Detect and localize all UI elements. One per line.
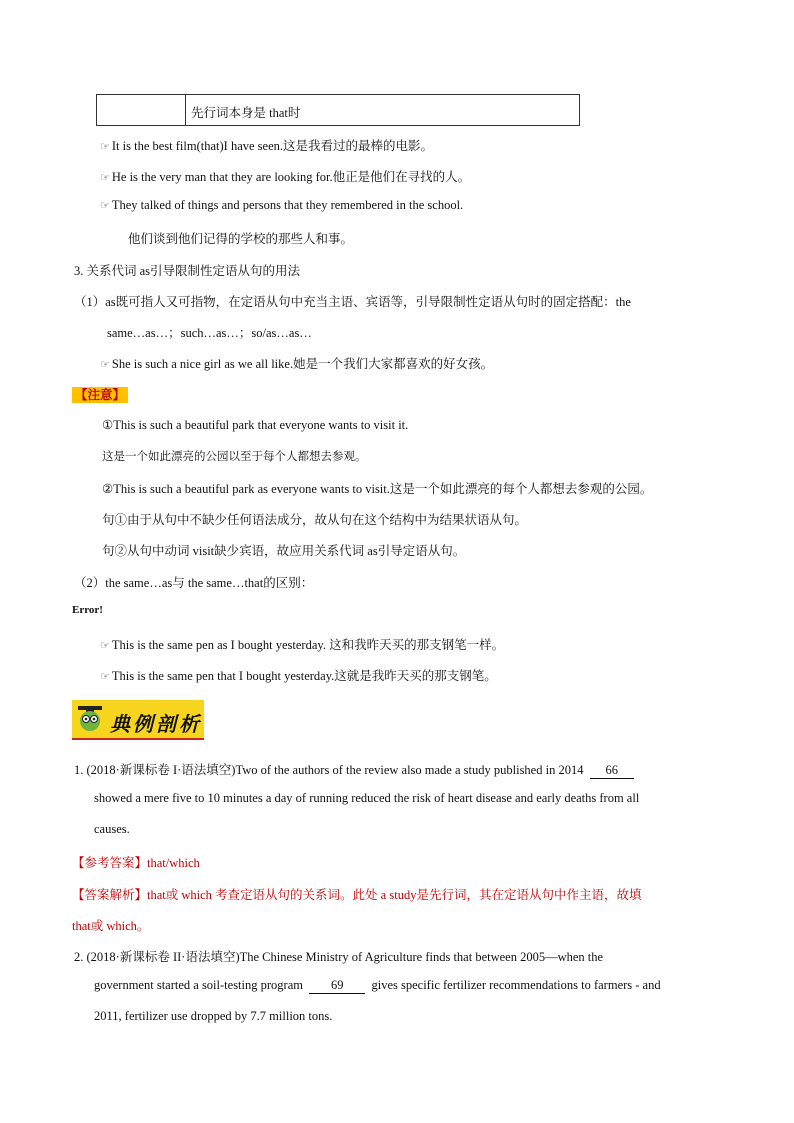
pointing-hand-icon: ☞ [100,670,110,683]
example-line: ☞ It is the best film(that)I have seen.这是我看过的最棒的电影。 [100,139,433,153]
question-text: government started a soil-testing program 69 gives specific fertilizer recommendations to farmers - and [94,978,661,992]
question-text: causes. [94,822,130,836]
paragraph: same…as…；such…as…；so/as…as… [107,326,312,340]
banner-title: 典例剖析 [110,712,202,736]
pointing-hand-icon: ☞ [100,358,110,371]
question-text: showed a mere five to 10 minutes a day of running reduced the risk of heart disease and early deaths from all [94,791,640,805]
answer-blank: 69 [309,978,365,994]
answer-explanation: 【答案解析】that或 which 考查定语从句的关系词。此处 a study是先行词，其在定语从句中作主语，故填 [72,888,642,902]
note-label: 【注意】 [72,385,128,403]
pointing-hand-icon: ☞ [100,171,110,184]
example-line: ☞ He is the very man that they are looking for.他正是他们在寻找的人。 [100,170,471,184]
note-line: ①This is such a beautiful park that everyone wants to visit it. [102,418,409,432]
pointing-hand-icon: ☞ [100,199,110,212]
section-banner [72,700,204,740]
error-label: Error! [72,604,103,616]
note-line: ②This is such a beautiful park as everyone wants to visit.这是一个如此漂亮的每个人都想去参观的公园。 [102,482,653,496]
note-line: 这是一个如此漂亮的公园以至于每个人都想去参观。 [102,449,367,463]
pointing-hand-icon: ☞ [100,639,110,652]
answer-explanation: that或 which。 [72,919,150,933]
paragraph: （1）as既可指人又可指物，在定语从句中充当主语、宾语等，引导限制性定语从句时的固定搭配：the [74,295,631,309]
answer-blank: 66 [590,763,634,779]
table-cell-text: 先行词本身是 that时 [191,106,301,120]
reference-answer: 【参考答案】that/which [72,856,200,870]
section-heading: 3. 关系代词 as引导限制性定语从句的用法 [74,264,301,278]
example-line: ☞ This is the same pen that I bought yesterday.这就是我昨天买的那支钢笔。 [100,669,497,683]
note-line: 句①由于从句中不缺少任何语法成分，故从句在这个结构中为结果状语从句。 [102,513,528,527]
question-2: 2. (2018·新课标卷 II·语法填空)The Chinese Ministry of Agriculture finds that between 2005—when the [74,950,604,964]
example-line: ☞ She is such a nice girl as we all like.她是一个我们大家都喜欢的好女孩。 [100,357,494,371]
question-text: 2011, fertilizer use dropped by 7.7 million tons. [94,1009,333,1023]
example-line: ☞ They talked of things and persons that they remembered in the school. [100,198,464,212]
graduate-owl-icon [76,704,104,734]
note-line: 句②从句中动词 visit缺少宾语，故应用关系代词 as引导定语从句。 [102,544,466,558]
question-1: 1. (2018·新课标卷 I·语法填空)Two of the authors of the review also made a study published in 2014 66 [74,760,634,779]
pointing-hand-icon: ☞ [100,140,110,153]
example-line: ☞ This is the same pen as I bought yesterday. 这和我昨天买的那支钢笔一样。 [100,638,505,652]
content-table [96,94,580,126]
example-translation: 他们谈到他们记得的学校的那些人和事。 [128,232,354,246]
paragraph: （2）the same…as与 the same…that的区别： [74,576,314,590]
table-cell-empty [97,95,186,125]
